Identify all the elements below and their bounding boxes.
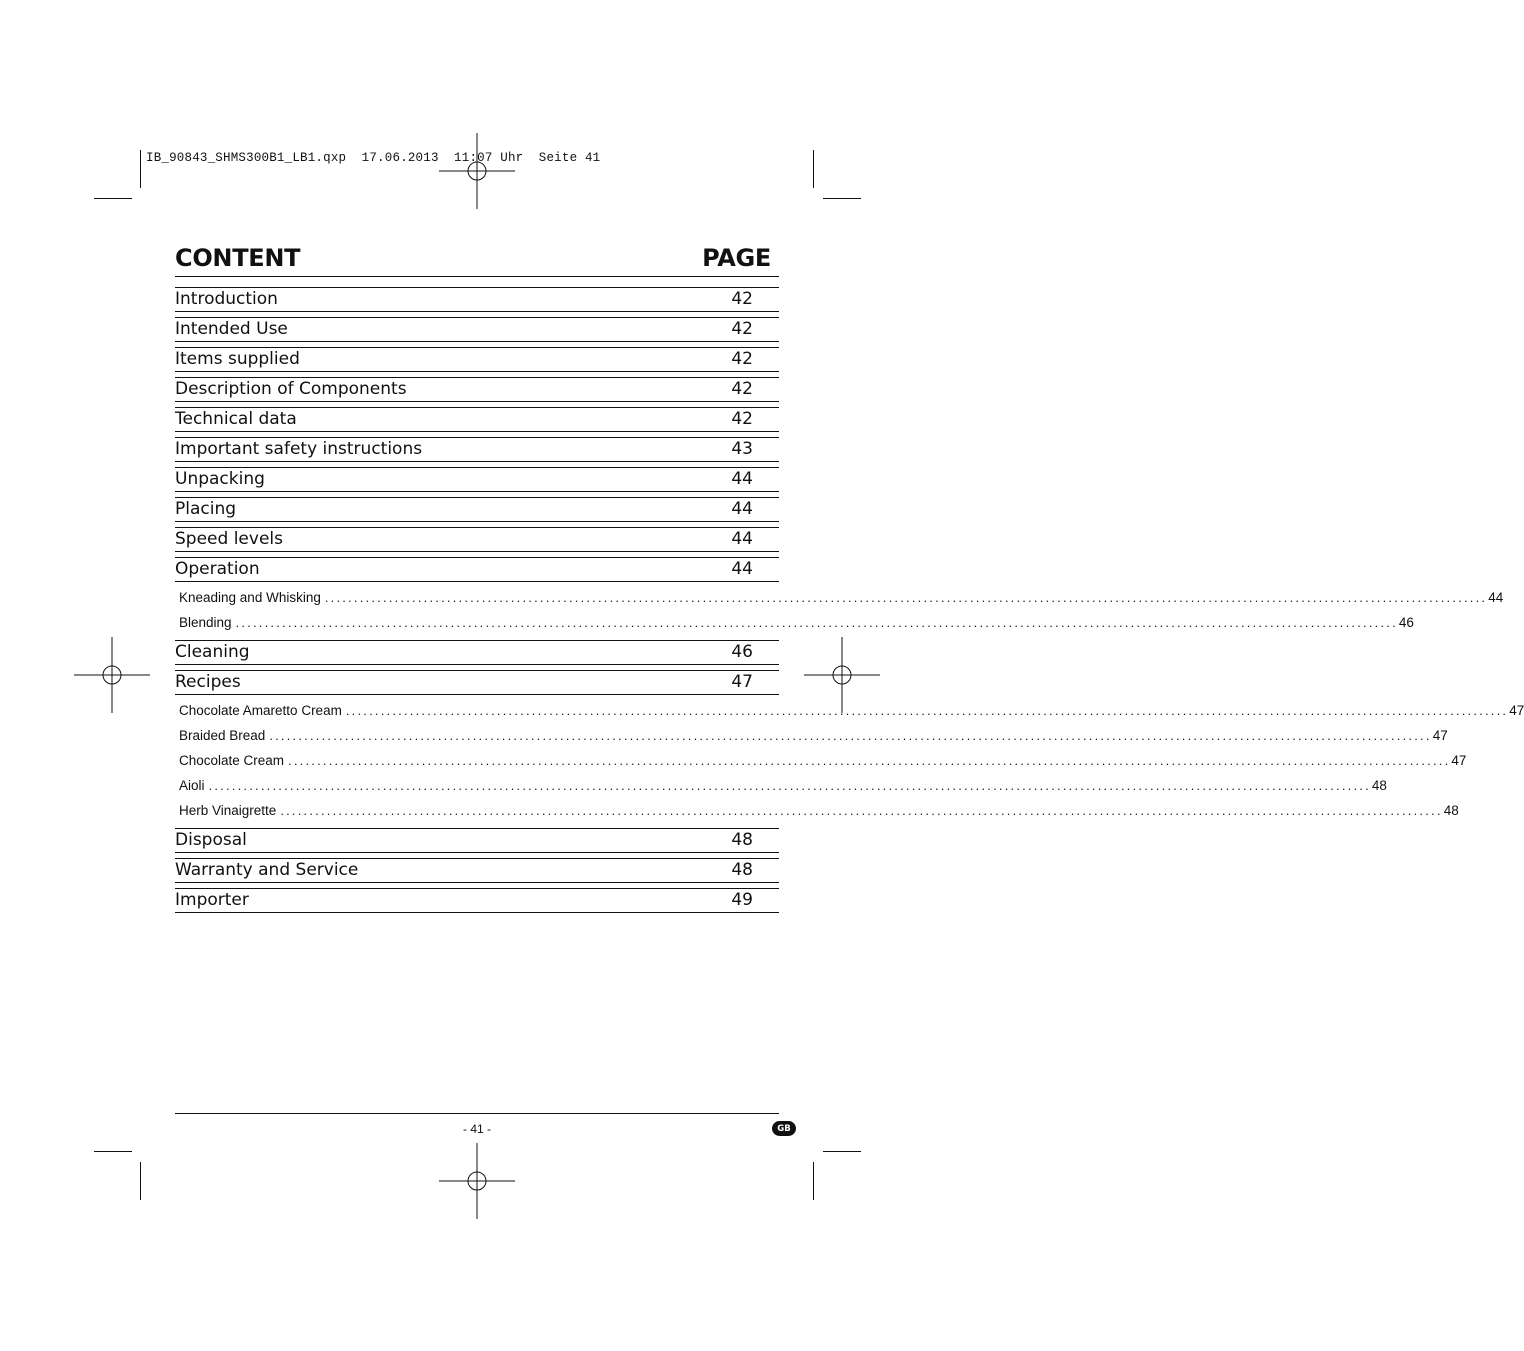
toc-sub-entry[interactable] <box>175 748 1467 773</box>
toc-entry[interactable] <box>175 497 779 522</box>
leader-dots: ........................................................................................................................................................................................................ <box>208 778 1371 793</box>
toc-entry-title: Recipes <box>175 672 241 692</box>
toc-entry-title: Placing <box>175 499 237 519</box>
leader-dots: ........................................................................................................................................................................................................ <box>269 728 1432 743</box>
toc-entry-title: Warranty and Service <box>175 860 359 880</box>
toc-entry-title: Intended Use <box>175 319 288 339</box>
toc-entry[interactable] <box>175 557 779 582</box>
toc-entry[interactable] <box>175 347 779 372</box>
toc-sub-entry[interactable] <box>175 723 1448 748</box>
heading-page: PAGE <box>702 244 771 272</box>
toc-entry[interactable] <box>175 467 779 492</box>
toc-sub-entry-page: 47 <box>1432 728 1448 743</box>
content-heading <box>175 244 779 277</box>
toc-sub-entry[interactable] <box>175 698 1524 723</box>
leader-dots: ........................................................................................................................................................................................................ <box>235 615 1398 630</box>
toc-entry-title: Importer <box>175 890 249 910</box>
registration-mark-icon <box>439 1143 515 1219</box>
toc-entry[interactable] <box>175 527 779 552</box>
footer-rule <box>175 1113 779 1114</box>
table-of-contents <box>175 287 1524 918</box>
crop-mark <box>813 1162 814 1200</box>
toc-entry-title: Disposal <box>175 830 247 850</box>
toc-sub-entry-title: Herb Vinaigrette <box>179 803 277 818</box>
toc-entry-page: 42 <box>731 349 753 369</box>
toc-entry-page: 42 <box>731 319 753 339</box>
toc-sub-entry-page: 47 <box>1451 753 1467 768</box>
toc-entry-page: 44 <box>731 469 753 489</box>
toc-sub-entry-title: Aioli <box>179 778 205 793</box>
toc-entry-title: Cleaning <box>175 642 250 662</box>
registration-mark-icon <box>74 637 150 713</box>
toc-entry[interactable] <box>175 377 779 402</box>
toc-sub-entry[interactable] <box>175 585 1504 610</box>
toc-sub-entry-title: Blending <box>179 615 232 630</box>
crop-mark <box>94 198 132 199</box>
toc-entry-page: 42 <box>731 409 753 429</box>
toc-entry[interactable] <box>175 670 779 695</box>
toc-entry-page: 47 <box>731 672 753 692</box>
toc-entry-title: Speed levels <box>175 529 283 549</box>
toc-sub-entry-page: 47 <box>1509 703 1524 718</box>
toc-entry-title: Introduction <box>175 289 278 309</box>
toc-entry-page: 46 <box>731 642 753 662</box>
toc-entry-page: 42 <box>731 289 753 309</box>
heading-content: CONTENT <box>175 244 301 272</box>
toc-entry[interactable] <box>175 437 779 462</box>
toc-entry-title: Technical data <box>175 409 297 429</box>
crop-mark <box>140 1162 141 1200</box>
print-slug: IB_90843_SHMS300B1_LB1.qxp 17.06.2013 11:07 Uhr Seite 41 <box>146 151 601 165</box>
crop-mark <box>823 1151 861 1152</box>
toc-entry-title: Unpacking <box>175 469 265 489</box>
toc-entry[interactable] <box>175 858 779 883</box>
toc-entry-page: 44 <box>731 529 753 549</box>
toc-sub-entry-title: Kneading and Whisking <box>179 590 321 605</box>
crop-mark <box>813 150 814 188</box>
toc-sub-entry[interactable] <box>175 798 1459 823</box>
toc-entry[interactable] <box>175 828 779 853</box>
toc-entry-page: 44 <box>731 559 753 579</box>
crop-mark <box>823 198 861 199</box>
toc-sub-entry-title: Chocolate Amaretto Cream <box>179 703 342 718</box>
leader-dots: ........................................................................................................................................................................................................ <box>288 753 1451 768</box>
toc-entry[interactable] <box>175 287 779 312</box>
toc-sub-entry-page: 48 <box>1443 803 1459 818</box>
toc-entry[interactable] <box>175 407 779 432</box>
language-badge: GB <box>772 1121 796 1136</box>
leader-dots: ........................................................................................................................................................................................................ <box>324 590 1488 605</box>
toc-entry-page: 48 <box>731 830 753 850</box>
registration-mark-icon <box>439 133 515 209</box>
toc-sub-entry-page: 46 <box>1398 615 1414 630</box>
toc-sub-entry-title: Braided Bread <box>179 728 266 743</box>
crop-mark <box>140 150 141 188</box>
toc-sub-list <box>175 698 1524 823</box>
toc-entry-title: Important safety instructions <box>175 439 423 459</box>
toc-sub-entry-page: 44 <box>1488 590 1504 605</box>
toc-entry-page: 49 <box>731 890 753 910</box>
leader-dots: ........................................................................................................................................................................................................ <box>280 803 1443 818</box>
toc-entry-page: 43 <box>731 439 753 459</box>
toc-entry-title: Description of Components <box>175 379 407 399</box>
toc-entry-title: Items supplied <box>175 349 300 369</box>
toc-entry-page: 42 <box>731 379 753 399</box>
leader-dots: ........................................................................................................................................................................................................ <box>345 703 1509 718</box>
toc-sub-entry[interactable] <box>175 610 1414 635</box>
toc-sub-entry-page: 48 <box>1371 778 1387 793</box>
toc-entry[interactable] <box>175 640 779 665</box>
registration-mark-icon <box>804 637 880 713</box>
toc-entry-page: 44 <box>731 499 753 519</box>
toc-entry[interactable] <box>175 888 779 913</box>
crop-mark <box>94 1151 132 1152</box>
toc-entry-page: 48 <box>731 860 753 880</box>
toc-entry[interactable] <box>175 317 779 342</box>
toc-sub-entry[interactable] <box>175 773 1387 798</box>
page-number: - 41 - <box>462 1122 491 1136</box>
toc-sub-entry-title: Chocolate Cream <box>179 753 285 768</box>
toc-sub-list <box>175 585 1504 635</box>
toc-entry-title: Operation <box>175 559 260 579</box>
